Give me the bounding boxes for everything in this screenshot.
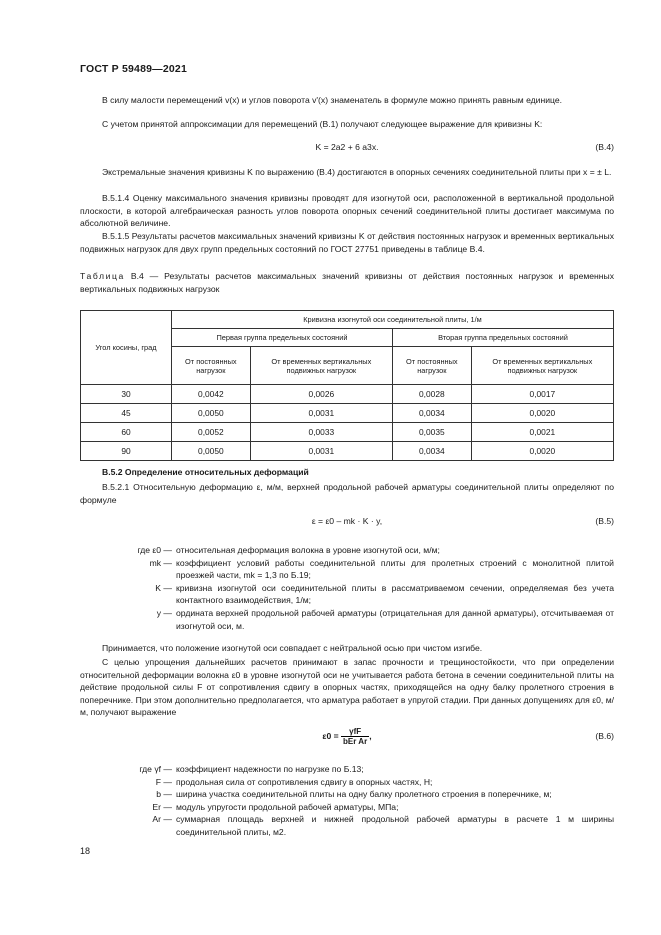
cell: 0,0035 <box>392 423 471 442</box>
cell: 0,0020 <box>471 404 613 423</box>
paragraph: С учетом принятой аппроксимации для перемещений (В.1) получают следующее выражение для кривизны K: <box>102 119 543 129</box>
legend-item <box>80 607 614 632</box>
paragraph: В.5.1.4 Оценку максимального значения кривизны проводят для изогнутой оси, расположенной в вертикальной продольной плоскости, в которой алгебраическая разность углов поворота опорных сечений соединительной плиты достигает максимума по абсолютной величине. <box>80 193 614 229</box>
table-caption <box>80 270 614 295</box>
cell: 90 <box>81 442 172 461</box>
legend-item <box>80 544 614 557</box>
paragraph: В.5.2.1 Относительную деформацию ε, м/м, верхней продольной рабочей арматуры соединительной плиты определяют по формуле <box>80 482 614 505</box>
curvature-table <box>80 310 614 461</box>
header-group-1: Первая группа предельных состояний <box>172 329 393 347</box>
page-number: 18 <box>80 846 91 856</box>
fraction-numerator: γfF <box>341 727 369 737</box>
cell: 0,0028 <box>392 385 471 404</box>
legend-text: модуль упругости продольной рабочей арматуры, МПа; <box>176 801 399 812</box>
legend-item <box>80 763 614 776</box>
legend-symbol: b — <box>156 789 172 800</box>
legend-symbol: где γf — <box>139 764 172 774</box>
header-temp-1: От временных вертикальных подвижных нагрузок <box>250 347 392 385</box>
legend-symbol: y — <box>156 607 172 618</box>
legend-symbol: Er — <box>152 801 172 812</box>
table-row <box>81 442 614 461</box>
table-caption-text: В.4 — Результаты расчетов максимальных значений кривизны от действия постоянных нагрузок и временных вертикальных подвижных нагрузок <box>80 271 615 294</box>
equation-number: (В.4) <box>595 142 614 152</box>
legend-b6 <box>80 763 614 839</box>
cell: 0,0050 <box>172 404 251 423</box>
legend-text: относительная деформация волокна в уровне изогнутой оси, м/м; <box>176 545 440 555</box>
legend-text: суммарная площадь верхней и нижней продольной рабочей арматуры в расчете 1 м ширины соединительной плиты, м2. <box>176 814 614 837</box>
legend-symbol: F — <box>155 776 172 787</box>
cell: 0,0034 <box>392 404 471 423</box>
legend-item <box>80 801 614 814</box>
equation-formula <box>80 727 614 746</box>
legend-text: продольная сила от сопротивления сдвигу в опорных частях, Н; <box>176 776 433 787</box>
legend-symbol: K — <box>155 582 172 593</box>
legend-symbol: mk — <box>149 557 172 568</box>
cell: 0,0026 <box>250 385 392 404</box>
table-row <box>81 404 614 423</box>
legend-item <box>80 813 614 838</box>
cell: 0,0031 <box>250 404 392 423</box>
cell: 0,0017 <box>471 385 613 404</box>
legend-item <box>80 582 614 607</box>
cell: 0,0050 <box>172 442 251 461</box>
legend-text: коэффициент условий работы соединительной плиты для пролетных строений с монолитной плитой проезжей части, mk = 1,3 по Б.19; <box>176 557 614 581</box>
header-angle: Угол косины, град <box>81 311 172 385</box>
legend-symbol: где ε0 — <box>137 545 172 555</box>
cell: 0,0020 <box>471 442 613 461</box>
paragraph: В.5.1.5 Результаты расчетов максимальных значений кривизны K от действия постоянных нагрузок и временных вертикальных подвижных нагрузок для двух групп предельных состояний по ГОСТ 27751 приведены в таблице В.4. <box>80 231 614 254</box>
equation-tail: , <box>369 730 372 741</box>
equation-formula: ε = ε0 – mk · K · y, <box>311 516 383 526</box>
legend-text: коэффициент надежности по нагрузке по Б.13; <box>176 764 364 774</box>
header-const-2: От постоянных нагрузок <box>392 347 471 385</box>
equation-b6 <box>80 727 614 757</box>
equation-b5 <box>80 516 614 530</box>
table-row <box>81 423 614 442</box>
legend-item <box>80 788 614 801</box>
equation-number: (В.5) <box>595 516 614 526</box>
fraction-denominator: bEr Ar <box>343 737 368 746</box>
table-caption-label: Таблица <box>80 271 125 281</box>
equation-lhs: ε0 = <box>322 730 339 741</box>
legend-text: ордината верхней продольной рабочей арматуры (отрицательная для данной арматуры), отсчитываемая от изогнутой оси, м. <box>176 607 614 631</box>
legend-item <box>80 776 614 789</box>
cell: 30 <box>81 385 172 404</box>
paragraph: С целью упрощения дальнейших расчетов принимают в запас прочности и трещиностойкости, что при определении относительной деформации волокна ε0 в уровне изогнутой оси не учитывается работа бетона в сечении соединительной плиты на действие продольной силы F от сопротивления сдвигу в опорных частях, приходящейся на одну балку пролетного строения в поперечнике. При этом дополнительно предполагается, что арматура работает в упругой стадии. При данных допущениях для ε0, м/м, получают выражение <box>80 657 614 718</box>
equation-number: (В.6) <box>595 731 614 741</box>
section-heading: В.5.2 Определение относительных деформаций <box>102 467 309 477</box>
legend-b5 <box>80 544 614 632</box>
equation-formula: K = 2a2 + 6 a3x. <box>315 142 379 152</box>
cell: 60 <box>81 423 172 442</box>
legend-text: ширина участка соединительной плиты на одну балку пролетного строения в поперечнике, м; <box>176 789 552 800</box>
cell: 0,0034 <box>392 442 471 461</box>
paragraph: В силу малости перемещений v(x) и углов поворота v'(x) знаменатель в формуле можно принять равным единице. <box>102 95 563 105</box>
equation-b4 <box>80 142 614 156</box>
equation-fraction <box>341 727 372 746</box>
paragraph: Принимается, что положение изогнутой оси совпадает с нейтральной осью при чистом изгибе. <box>102 643 483 653</box>
legend-symbol: Ar — <box>152 814 172 825</box>
paragraph: Экстремальные значения кривизны K по выражению (В.4) достигаются в опорных сечениях соединительной плиты при x = ± L. <box>102 167 612 177</box>
header-temp-2: От временных вертикальных подвижных нагрузок <box>471 347 613 385</box>
document-header: ГОСТ Р 59489—2021 <box>80 63 188 75</box>
cell: 0,0052 <box>172 423 251 442</box>
cell: 45 <box>81 404 172 423</box>
cell: 0,0031 <box>250 442 392 461</box>
table-row <box>81 385 614 404</box>
cell: 0,0021 <box>471 423 613 442</box>
header-curvature: Кривизна изогнутой оси соединительной плиты, 1/м <box>172 311 614 329</box>
legend-item <box>80 557 614 582</box>
header-const-1: От постоянных нагрузок <box>172 347 251 385</box>
header-group-2: Вторая группа предельных состояний <box>392 329 613 347</box>
cell: 0,0042 <box>172 385 251 404</box>
legend-text: кривизна изогнутой оси соединительной плиты в рассматриваемом сечении, определяемая без учета контактного взаимодействия, 1/м; <box>176 582 614 606</box>
cell: 0,0033 <box>250 423 392 442</box>
